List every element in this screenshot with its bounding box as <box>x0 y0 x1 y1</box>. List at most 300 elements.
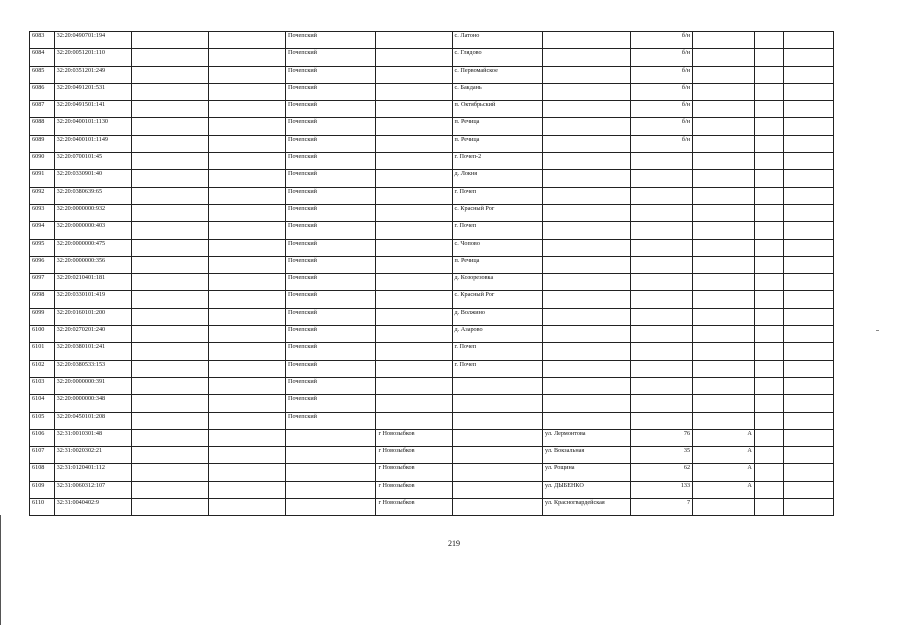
cell-settlement: д. Азарово <box>452 326 542 343</box>
cell-district: Почепский <box>286 204 376 221</box>
cell-empty <box>208 291 285 308</box>
cell-letter: А <box>693 464 755 481</box>
cell-empty <box>754 32 783 49</box>
cell-number: 6101 <box>30 343 55 360</box>
cell-cadastral: 32:20:0000000:356 <box>54 256 131 273</box>
cell-empty <box>754 412 783 429</box>
cell-number: 6105 <box>30 412 55 429</box>
cell-house: 62 <box>631 464 693 481</box>
cell-house: б/н <box>631 49 693 66</box>
cell-district: Почепский <box>286 49 376 66</box>
cell-district: Почепский <box>286 308 376 325</box>
cell-cadastral: 32:20:0380639:65 <box>54 187 131 204</box>
cell-house <box>631 170 693 187</box>
cell-empty <box>754 187 783 204</box>
cell-settlement: п. Октябрьский <box>452 101 542 118</box>
cell-settlement: г. Почеп <box>452 360 542 377</box>
cell-empty <box>208 118 285 135</box>
cell-empty <box>208 83 285 100</box>
cell-city <box>376 83 452 100</box>
table-row <box>30 412 834 429</box>
table-row <box>30 170 834 187</box>
cell-street <box>543 83 631 100</box>
cell-empty <box>754 291 783 308</box>
cell-city: г Новозыбков <box>376 464 452 481</box>
cell-house <box>631 239 693 256</box>
cell-settlement: д. Волжино <box>452 308 542 325</box>
cell-city <box>376 274 452 291</box>
cell-empty <box>208 447 285 464</box>
cell-number: 6104 <box>30 395 55 412</box>
table-row <box>30 49 834 66</box>
cell-letter <box>693 118 755 135</box>
cell-letter <box>693 360 755 377</box>
cell-empty <box>754 308 783 325</box>
cell-street: ул. Вокзальная <box>543 447 631 464</box>
cell-empty <box>131 377 208 394</box>
cell-number: 6095 <box>30 239 55 256</box>
cell-house <box>631 291 693 308</box>
cell-street: ул. Рощина <box>543 464 631 481</box>
registry-table <box>29 31 834 516</box>
cell-letter <box>693 135 755 152</box>
cell-number: 6085 <box>30 66 55 83</box>
cell-empty <box>783 187 833 204</box>
cell-street <box>543 326 631 343</box>
cell-empty <box>754 499 783 516</box>
cell-city <box>376 239 452 256</box>
cell-empty <box>754 118 783 135</box>
cell-cadastral: 32:20:0330101:419 <box>54 291 131 308</box>
cell-empty <box>208 274 285 291</box>
cell-settlement: д. Локня <box>452 170 542 187</box>
cell-empty <box>754 429 783 446</box>
cell-street <box>543 187 631 204</box>
cell-empty <box>208 308 285 325</box>
cell-house <box>631 308 693 325</box>
cell-city: г Новозыбков <box>376 499 452 516</box>
cell-cadastral: 32:31:0040402:9 <box>54 499 131 516</box>
cell-district: Почепский <box>286 83 376 100</box>
cell-city: г Новозыбков <box>376 429 452 446</box>
cell-city <box>376 49 452 66</box>
cell-empty <box>783 360 833 377</box>
cell-street <box>543 32 631 49</box>
cell-empty <box>208 66 285 83</box>
cell-empty <box>783 118 833 135</box>
cell-number: 6103 <box>30 377 55 394</box>
cell-empty <box>783 326 833 343</box>
cell-letter <box>693 66 755 83</box>
cell-district: Почепский <box>286 118 376 135</box>
cell-empty <box>131 499 208 516</box>
cell-empty <box>754 135 783 152</box>
cell-street <box>543 343 631 360</box>
cell-number: 6089 <box>30 135 55 152</box>
cell-street: ул. Красногвардейская <box>543 499 631 516</box>
cell-cadastral: 32:20:0160101:200 <box>54 308 131 325</box>
cell-city <box>376 204 452 221</box>
cell-house <box>631 377 693 394</box>
cell-cadastral: 32:20:0000000:348 <box>54 395 131 412</box>
cell-settlement <box>452 429 542 446</box>
cell-empty <box>208 499 285 516</box>
cell-city <box>376 377 452 394</box>
cell-house <box>631 153 693 170</box>
cell-street <box>543 308 631 325</box>
cell-district: Почепский <box>286 395 376 412</box>
cell-number: 6090 <box>30 153 55 170</box>
cell-city: г Новозыбков <box>376 447 452 464</box>
cell-empty <box>131 291 208 308</box>
cell-empty <box>131 222 208 239</box>
cell-city <box>376 101 452 118</box>
cell-street <box>543 256 631 273</box>
cell-cadastral: 32:20:0491501:141 <box>54 101 131 118</box>
cell-city <box>376 135 452 152</box>
cell-number: 6106 <box>30 429 55 446</box>
cell-empty <box>208 32 285 49</box>
cell-letter <box>693 239 755 256</box>
cell-street <box>543 204 631 221</box>
table-row <box>30 118 834 135</box>
cell-city <box>376 222 452 239</box>
cell-house <box>631 360 693 377</box>
table-row <box>30 377 834 394</box>
cell-empty <box>783 256 833 273</box>
cell-street <box>543 153 631 170</box>
cell-letter: А <box>693 481 755 498</box>
cell-empty <box>131 308 208 325</box>
cell-empty <box>208 222 285 239</box>
cell-empty <box>783 153 833 170</box>
cell-number: 6100 <box>30 326 55 343</box>
cell-empty <box>754 153 783 170</box>
cell-empty <box>783 66 833 83</box>
cell-street <box>543 222 631 239</box>
cell-settlement: п. Речица <box>452 118 542 135</box>
cell-number: 6107 <box>30 447 55 464</box>
cell-number: 6110 <box>30 499 55 516</box>
cell-number: 6088 <box>30 118 55 135</box>
table-row <box>30 499 834 516</box>
cell-empty <box>131 360 208 377</box>
cell-city <box>376 187 452 204</box>
cell-street <box>543 291 631 308</box>
cell-empty <box>783 101 833 118</box>
cell-cadastral: 32:20:0000000:932 <box>54 204 131 221</box>
cell-city <box>376 360 452 377</box>
cell-empty <box>783 377 833 394</box>
table-row <box>30 239 834 256</box>
cell-settlement: г. Почеп <box>452 187 542 204</box>
cell-number: 6097 <box>30 274 55 291</box>
table-row <box>30 395 834 412</box>
cell-district: Почепский <box>286 343 376 360</box>
cell-street <box>543 274 631 291</box>
cell-house <box>631 274 693 291</box>
cell-city <box>376 170 452 187</box>
cell-empty <box>783 343 833 360</box>
cell-empty <box>131 274 208 291</box>
cell-number: 6102 <box>30 360 55 377</box>
cell-empty <box>754 101 783 118</box>
table-row <box>30 343 834 360</box>
cell-letter <box>693 274 755 291</box>
cell-cadastral: 32:20:0380101:241 <box>54 343 131 360</box>
cell-cadastral: 32:20:0051201:110 <box>54 49 131 66</box>
cell-number: 6086 <box>30 83 55 100</box>
cell-empty <box>208 49 285 66</box>
cell-empty <box>783 49 833 66</box>
cell-empty <box>754 447 783 464</box>
cell-empty <box>754 222 783 239</box>
cell-street <box>543 101 631 118</box>
cell-house: б/н <box>631 135 693 152</box>
cell-letter <box>693 395 755 412</box>
cell-settlement: г. Почеп <box>452 222 542 239</box>
cell-street <box>543 395 631 412</box>
cell-empty <box>131 429 208 446</box>
cell-empty <box>208 187 285 204</box>
cell-empty <box>208 360 285 377</box>
cell-cadastral: 32:20:0210401:181 <box>54 274 131 291</box>
cell-empty <box>131 153 208 170</box>
cell-cadastral: 32:20:0380533:153 <box>54 360 131 377</box>
cell-empty <box>208 239 285 256</box>
cell-empty <box>131 412 208 429</box>
cell-settlement: с. Чоповo <box>452 239 542 256</box>
cell-empty <box>208 395 285 412</box>
cell-city <box>376 291 452 308</box>
cell-district <box>286 429 376 446</box>
cell-house: 7 <box>631 499 693 516</box>
cell-cadastral: 32:20:0330901:40 <box>54 170 131 187</box>
cell-empty <box>131 187 208 204</box>
cell-letter <box>693 222 755 239</box>
cell-city <box>376 326 452 343</box>
table-row <box>30 429 834 446</box>
cell-cadastral: 32:20:0491201:531 <box>54 83 131 100</box>
cell-house: б/н <box>631 118 693 135</box>
cell-district: Почепский <box>286 360 376 377</box>
cell-number: 6109 <box>30 481 55 498</box>
cell-district: Почепский <box>286 101 376 118</box>
cell-empty <box>754 343 783 360</box>
cell-number: 6091 <box>30 170 55 187</box>
cell-letter <box>693 153 755 170</box>
cell-empty <box>783 291 833 308</box>
cell-letter: А <box>693 429 755 446</box>
cell-empty <box>783 170 833 187</box>
cell-letter <box>693 308 755 325</box>
cell-settlement: с. Бакдань <box>452 83 542 100</box>
cell-settlement: с. Латоно <box>452 32 542 49</box>
table-row <box>30 326 834 343</box>
margin-tick <box>876 330 879 331</box>
cell-cadastral: 32:20:0000000:475 <box>54 239 131 256</box>
cell-number: 6094 <box>30 222 55 239</box>
cell-empty <box>754 83 783 100</box>
cell-cadastral: 32:20:0000000:391 <box>54 377 131 394</box>
cell-empty <box>783 83 833 100</box>
cell-empty <box>754 377 783 394</box>
cell-house <box>631 412 693 429</box>
cell-letter <box>693 377 755 394</box>
cell-district: Почепский <box>286 222 376 239</box>
cell-empty <box>754 395 783 412</box>
cell-letter <box>693 291 755 308</box>
cell-cadastral: 32:31:0010301:48 <box>54 429 131 446</box>
cell-cadastral: 32:20:0450101:208 <box>54 412 131 429</box>
margin-line <box>0 515 1 625</box>
cell-letter <box>693 170 755 187</box>
registry-body <box>30 32 834 516</box>
table-row <box>30 360 834 377</box>
cell-empty <box>783 499 833 516</box>
cell-street <box>543 135 631 152</box>
cell-number: 6093 <box>30 204 55 221</box>
cell-empty <box>754 49 783 66</box>
cell-empty <box>754 204 783 221</box>
cell-street <box>543 170 631 187</box>
cell-empty <box>131 101 208 118</box>
table-row <box>30 291 834 308</box>
cell-house <box>631 222 693 239</box>
cell-house <box>631 204 693 221</box>
cell-settlement: с. Красный Рог <box>452 204 542 221</box>
cell-empty <box>754 464 783 481</box>
cell-number: 6092 <box>30 187 55 204</box>
cell-district: Почепский <box>286 412 376 429</box>
cell-settlement <box>452 377 542 394</box>
cell-empty <box>208 481 285 498</box>
cell-empty <box>783 135 833 152</box>
cell-empty <box>131 239 208 256</box>
cell-letter <box>693 83 755 100</box>
cell-settlement <box>452 499 542 516</box>
table-row <box>30 66 834 83</box>
cell-letter <box>693 101 755 118</box>
table-row <box>30 481 834 498</box>
cell-letter <box>693 204 755 221</box>
cell-house <box>631 343 693 360</box>
cell-number: 6096 <box>30 256 55 273</box>
cell-cadastral: 32:31:0020302:21 <box>54 447 131 464</box>
cell-empty <box>783 412 833 429</box>
table-row <box>30 153 834 170</box>
cell-street <box>543 377 631 394</box>
cell-letter <box>693 32 755 49</box>
cell-empty <box>208 153 285 170</box>
cell-letter <box>693 343 755 360</box>
cell-empty <box>783 481 833 498</box>
cell-empty <box>208 326 285 343</box>
cell-empty <box>208 101 285 118</box>
cell-city <box>376 66 452 83</box>
cell-letter <box>693 187 755 204</box>
table-row <box>30 308 834 325</box>
cell-cadastral: 32:20:0270201:240 <box>54 326 131 343</box>
cell-city <box>376 308 452 325</box>
cell-district: Почепский <box>286 274 376 291</box>
cell-empty <box>783 32 833 49</box>
table-row <box>30 274 834 291</box>
cell-number: 6083 <box>30 32 55 49</box>
cell-number: 6108 <box>30 464 55 481</box>
cell-district: Почепский <box>286 32 376 49</box>
cell-empty <box>208 464 285 481</box>
cell-empty <box>208 343 285 360</box>
cell-empty <box>783 395 833 412</box>
cell-cadastral: 32:20:0000000:403 <box>54 222 131 239</box>
cell-house <box>631 187 693 204</box>
cell-settlement: д. Козорезовка <box>452 274 542 291</box>
cell-empty <box>754 239 783 256</box>
cell-street: ул. ДЫБЕНКО <box>543 481 631 498</box>
cell-cadastral: 32:31:0120401:112 <box>54 464 131 481</box>
cell-empty <box>754 170 783 187</box>
cell-district: Почепский <box>286 239 376 256</box>
cell-district <box>286 447 376 464</box>
cell-empty <box>131 464 208 481</box>
cell-city: г Новозыбков <box>376 481 452 498</box>
cell-settlement <box>452 481 542 498</box>
page-number: 219 <box>448 539 460 548</box>
cell-street <box>543 360 631 377</box>
cell-cadastral: 32:20:0400101:1130 <box>54 118 131 135</box>
cell-settlement: г. Почеп-2 <box>452 153 542 170</box>
cell-cadastral: 32:20:0400101:1149 <box>54 135 131 152</box>
cell-empty <box>131 83 208 100</box>
cell-empty <box>754 256 783 273</box>
cell-district: Почепский <box>286 256 376 273</box>
cell-city <box>376 256 452 273</box>
cell-empty <box>131 447 208 464</box>
cell-empty <box>131 135 208 152</box>
cell-settlement: г. Почеп <box>452 343 542 360</box>
cell-house: 35 <box>631 447 693 464</box>
cell-empty <box>783 274 833 291</box>
cell-district <box>286 499 376 516</box>
cell-district: Почепский <box>286 377 376 394</box>
cell-empty <box>783 239 833 256</box>
cell-street <box>543 66 631 83</box>
cell-settlement <box>452 447 542 464</box>
cell-empty <box>131 170 208 187</box>
cell-cadastral: 32:20:0490701:194 <box>54 32 131 49</box>
cell-letter <box>693 256 755 273</box>
cell-house: 76 <box>631 429 693 446</box>
cell-number: 6098 <box>30 291 55 308</box>
cell-house: б/н <box>631 101 693 118</box>
table-row <box>30 101 834 118</box>
table-row <box>30 83 834 100</box>
cell-city <box>376 395 452 412</box>
cell-cadastral: 32:31:0060312:107 <box>54 481 131 498</box>
cell-empty <box>208 412 285 429</box>
table-row <box>30 256 834 273</box>
cell-empty <box>783 447 833 464</box>
cell-empty <box>754 66 783 83</box>
cell-district <box>286 464 376 481</box>
cell-city <box>376 118 452 135</box>
table-row <box>30 204 834 221</box>
table-row <box>30 32 834 49</box>
cell-empty <box>131 118 208 135</box>
cell-street <box>543 239 631 256</box>
cell-district: Почепский <box>286 170 376 187</box>
